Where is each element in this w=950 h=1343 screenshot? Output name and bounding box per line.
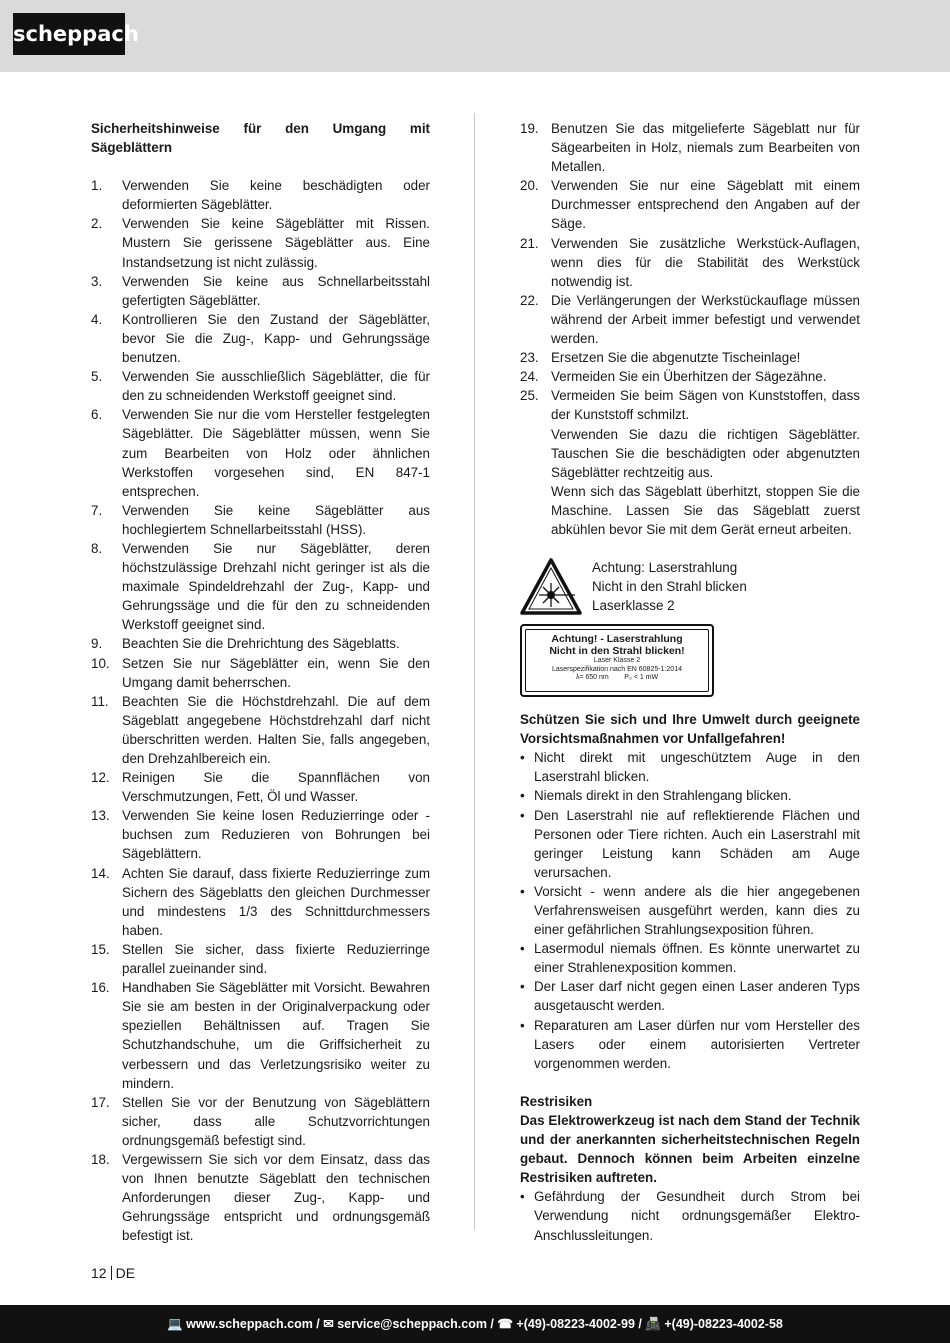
list-item	[91, 1150, 430, 1245]
list-item	[91, 1093, 430, 1150]
list-item-number: 23.	[520, 350, 539, 366]
list-item-text: Verwenden Sie nur die vom Hersteller festgelegten Sägeblätter. Die Sägeblätter müssen, wenn Sie zum Bearbeiten von Holz oder ähnlichen Werkstoffen vorgesehen sind, EN 847-1 entsprechen.	[122, 407, 430, 499]
list-item-text: Handhaben Sie Sägeblätter mit Vorsicht. Bewahren Sie sie am besten in der Originalverpackung oder speziellen Behältnissen auf. Tragen Sie Schutzhandschuhe, um die Griffsicherheit zu verbessern und das Verletzungsrisiko weiter zu mindern.	[122, 980, 430, 1091]
list-item-text: Verwenden Sie nur eine Sägeblatt mit einem Durchmesser entsprechend den Angaben auf der Säge.	[551, 178, 860, 232]
list-item-number: 16.	[91, 980, 110, 996]
list-item-number: 15.	[91, 941, 110, 957]
list-item-text: Beachten Sie die Höchstdrehzahl. Die auf dem Sägeblatt angegebene Höchstdrehzahl darf nicht überschritten werden. Halten Sie, falls angegeben, den Drehzahlbereich ein.	[122, 693, 430, 766]
laser-warning	[520, 558, 860, 620]
list-item-number: 13.	[91, 808, 110, 824]
list-item-text: Verwenden Sie keine Sägeblätter aus hochlegiertem Schnellarbeitsstahl (HSS).	[122, 502, 430, 537]
list-item	[520, 348, 860, 367]
list-item-number: 20.	[520, 178, 539, 194]
bullet-item: • Lasermodul niemals öffnen. Es könnte unerwartet zu einer Strahlenexposition kommen.	[520, 939, 860, 977]
list-item	[520, 367, 860, 386]
list-item	[91, 768, 430, 806]
list-item-text: Reinigen Sie die Spannflächen von Verschmutzungen, Fett, Öl und Wasser.	[122, 770, 430, 805]
list-item	[91, 501, 430, 539]
laser-class-label	[520, 624, 714, 697]
list-item-number: 4.	[91, 311, 103, 327]
laser-safety-bullets	[520, 748, 860, 1073]
list-item-text: Die Verlängerungen der Werkstückauflage müssen während der Arbeit immer befestigt und verwendet werden.	[551, 292, 860, 347]
laser-label-line: Laserspezifikation nach EN 60825-1:2014	[552, 665, 682, 673]
list-item	[91, 634, 430, 653]
list-item-text: Achten Sie darauf, dass fixierte Reduzierringe zum Sichern des Sägeblatts den gleichen Durchmesser und mindestens 1/3 des Schnittdurchmessers haben.	[122, 865, 430, 938]
list-item-text: Vermeiden Sie ein Überhitzen der Sägezähne.	[551, 369, 827, 385]
list-item-text: Kontrollieren Sie den Zustand der Sägeblätter, bevor Sie die Zug-, Kapp- und Gehrungssäge benutzen.	[122, 311, 430, 366]
bullet-item: • Reparaturen am Laser dürfen nur vom Hersteller des Lasers oder einem autorisierten Vertreter vorgenommen werden.	[520, 1016, 860, 1073]
laser-caption-line: Nicht in den Strahl blicken	[592, 579, 747, 595]
brand-logo: scheppach	[13, 13, 125, 55]
list-item-number: 3.	[91, 273, 103, 289]
list-item-number: 2.	[91, 216, 103, 232]
list-item-text: Verwenden Sie ausschließlich Sägeblätter, die für den zu schneidenden Werkstoff geeignet sind.	[122, 369, 430, 404]
page-header	[0, 0, 950, 72]
laser-label-line: λ= 650 nm P₀ < 1 mW	[575, 674, 659, 682]
list-item	[91, 806, 430, 863]
list-item-text: Stellen Sie sicher, dass fixierte Reduzierringe parallel zueinander sind.	[122, 941, 430, 977]
page-number	[91, 1264, 135, 1283]
list-item-text: Beachten Sie die Drehrichtung des Sägeblatts.	[122, 636, 400, 652]
item-25-note: Wenn sich das Sägeblatt überhitzt, stoppen Sie die Maschine. Lassen Sie das Sägeblatt zuerst abkühlen bevor Sie mit dem Gerät erneut arbeiten.	[551, 483, 860, 537]
residual-risks-heading: Restrisiken	[520, 1093, 593, 1109]
list-item-number: 14.	[91, 865, 110, 881]
list-item	[91, 978, 430, 1093]
protect-heading: Schützen Sie sich und Ihre Umwelt durch geeignete Vorsichtsmaßnahmen vor Unfallgefahren!	[520, 712, 860, 747]
list-item-text: Verwenden Sie zusätzliche Werkstück-Auflagen, wenn dies für die Stabilität des Werkstück notwendig ist.	[551, 235, 860, 289]
list-item-number: 21.	[520, 235, 539, 251]
laser-warning-icon	[520, 558, 582, 615]
list-item	[520, 386, 860, 424]
saw-blade-safety-list	[91, 176, 430, 1245]
list-item-text: Verwenden Sie keine beschädigten oder deformierten Sägeblätter.	[122, 178, 430, 213]
bullet-item: • Der Laser darf nicht gegen einen Laser anderen Typs ausgetauscht werden.	[520, 977, 860, 1015]
list-item-number: 1.	[91, 178, 103, 194]
laser-label-line: Nicht in den Strahl blicken!	[549, 645, 685, 658]
list-item-number: 12.	[91, 770, 110, 786]
list-item	[520, 234, 860, 291]
list-item-number: 9.	[91, 636, 103, 652]
list-item-number: 11.	[91, 693, 109, 709]
list-item	[520, 119, 860, 176]
list-item-text: Setzen Sie nur Sägeblätter ein, wenn Sie den Umgang damit beherrschen.	[122, 655, 430, 690]
list-item-text: Verwenden Sie keine losen Reduzierringe oder -buchsen zum Reduzieren von Bohrungen bei Sägeblättern.	[122, 808, 430, 862]
list-item-text: Stellen Sie vor der Benutzung von Sägeblättern sicher, dass alle Schutzvorrichtungen ordnungsgemäß befestigt sind.	[122, 1094, 430, 1148]
list-item	[91, 214, 430, 271]
left-column	[91, 119, 430, 1245]
section-heading-saw-blades: Sicherheitshinweise für den Umgang mit Sägeblättern	[91, 121, 430, 156]
item-25-note: Verwenden Sie dazu die richtigen Sägeblätter. Tauschen Sie die beschädigten oder abgenutzten Sägeblätter rechtzeitig aus.	[551, 426, 860, 480]
list-item	[520, 176, 860, 233]
list-item	[91, 940, 430, 978]
list-item-number: 8.	[91, 540, 103, 556]
list-item-text: Ersetzen Sie die abgenutzte Tischeinlage!	[551, 350, 801, 366]
residual-risks-bullets	[520, 1187, 860, 1244]
list-item-number: 7.	[91, 502, 103, 518]
list-item-number: 24.	[520, 369, 539, 385]
laser-caption	[592, 558, 852, 615]
list-item	[520, 291, 860, 348]
list-item	[91, 654, 430, 692]
list-item-text: Verwenden Sie nur Sägeblätter, deren höchstzulässige Drehzahl nicht geringer ist als die maximale Spindeldrehzahl der Zug-, Kapp- und Gehrungssäge und die für den zu schneidenden Werkstoff geeignet sind.	[122, 540, 430, 633]
list-item-number: 18.	[91, 1151, 110, 1167]
laser-label-line: Laser Klasse 2	[593, 657, 641, 665]
laser-caption-line: Achtung: Laserstrahlung	[592, 560, 738, 576]
page-footer	[0, 1305, 950, 1343]
list-item-text: Vermeiden Sie beim Sägen von Kunststoffen, dass der Kunststoff schmilzt.	[551, 388, 860, 423]
list-item	[91, 692, 430, 768]
column-divider	[474, 113, 475, 1230]
page-language: DE	[115, 1265, 136, 1281]
bullet-item: • Vorsicht - wenn andere als die hier angegebenen Verfahrensweisen ausgeführt werden, kann dies zu einer gefährlichen Strahlungsexposition führen.	[520, 882, 860, 939]
saw-safety-list-continued	[520, 119, 860, 425]
list-item	[91, 864, 430, 940]
list-item-number: 25.	[520, 388, 539, 404]
list-item	[91, 310, 430, 367]
list-item-number: 6.	[91, 407, 103, 423]
residual-risks-intro: Das Elektrowerkzeug ist nach dem Stand der Technik und der anerkannten sicherheitstechnischen Regeln gebaut. Dennoch können beim Arbeiten einzelne Restrisiken auftreten.	[520, 1112, 860, 1186]
list-item	[91, 405, 430, 500]
list-item-number: 17.	[91, 1094, 110, 1110]
bullet-item: • Gefährdung der Gesundheit durch Strom bei Verwendung nicht ordnungsgemäßer Elektro-Anschlussleitungen.	[520, 1187, 860, 1244]
list-item-number: 22.	[520, 292, 539, 308]
laser-caption-line: Laserklasse 2	[592, 598, 675, 614]
bullet-item: • Nicht direkt mit ungeschütztem Auge in den Laserstrahl blicken.	[520, 748, 860, 786]
bullet-item: • Den Laserstrahl nie auf reflektierende Flächen und Personen oder Tiere richten. Auch ein Laserstrahl mit geringer Leistung kann Schäden am Auge verursachen.	[520, 806, 860, 882]
list-item-number: 19.	[520, 121, 539, 136]
right-column	[520, 119, 860, 1245]
list-item-number: 10.	[91, 655, 110, 671]
list-item-number: 5.	[91, 369, 103, 385]
list-item-text: Benutzen Sie das mitgelieferte Sägeblatt nur für Sägearbeiten in Holz, niemals zum Bearbeiten von Metallen.	[551, 121, 860, 175]
bullet-item: • Niemals direkt in den Strahlengang blicken.	[520, 786, 860, 805]
page-number-separator	[111, 1266, 112, 1280]
list-item-text: Vergewissern Sie sich vor dem Einsatz, dass das von Ihnen benutzte Sägeblatt den technischen Anforderungen dieser Zug-, Kapp- und Gehrungssäge entspricht und ordnungsgemäß befestigt ist.	[122, 1151, 430, 1244]
item-25-notes	[520, 425, 860, 540]
page-number-value: 12	[91, 1265, 107, 1281]
laser-label-line: Achtung! - Laserstrahlung	[551, 633, 683, 646]
list-item	[91, 272, 430, 310]
footer-contact-text: 💻 www.scheppach.com / ✉ service@scheppach.com / ☎ +(49)-08223-4002-99 / 📠 +(49)-08223-4002-58	[167, 1317, 783, 1331]
list-item-text: Verwenden Sie keine Sägeblätter mit Rissen. Mustern Sie gerissene Sägeblätter aus. Eine Instandsetzung ist nicht zulässig.	[122, 216, 430, 270]
list-item	[91, 539, 430, 634]
list-item-text: Verwenden Sie keine aus Schnellarbeitsstahl gefertigten Sägeblätter.	[122, 273, 430, 308]
list-item	[91, 176, 430, 214]
list-item	[91, 367, 430, 405]
